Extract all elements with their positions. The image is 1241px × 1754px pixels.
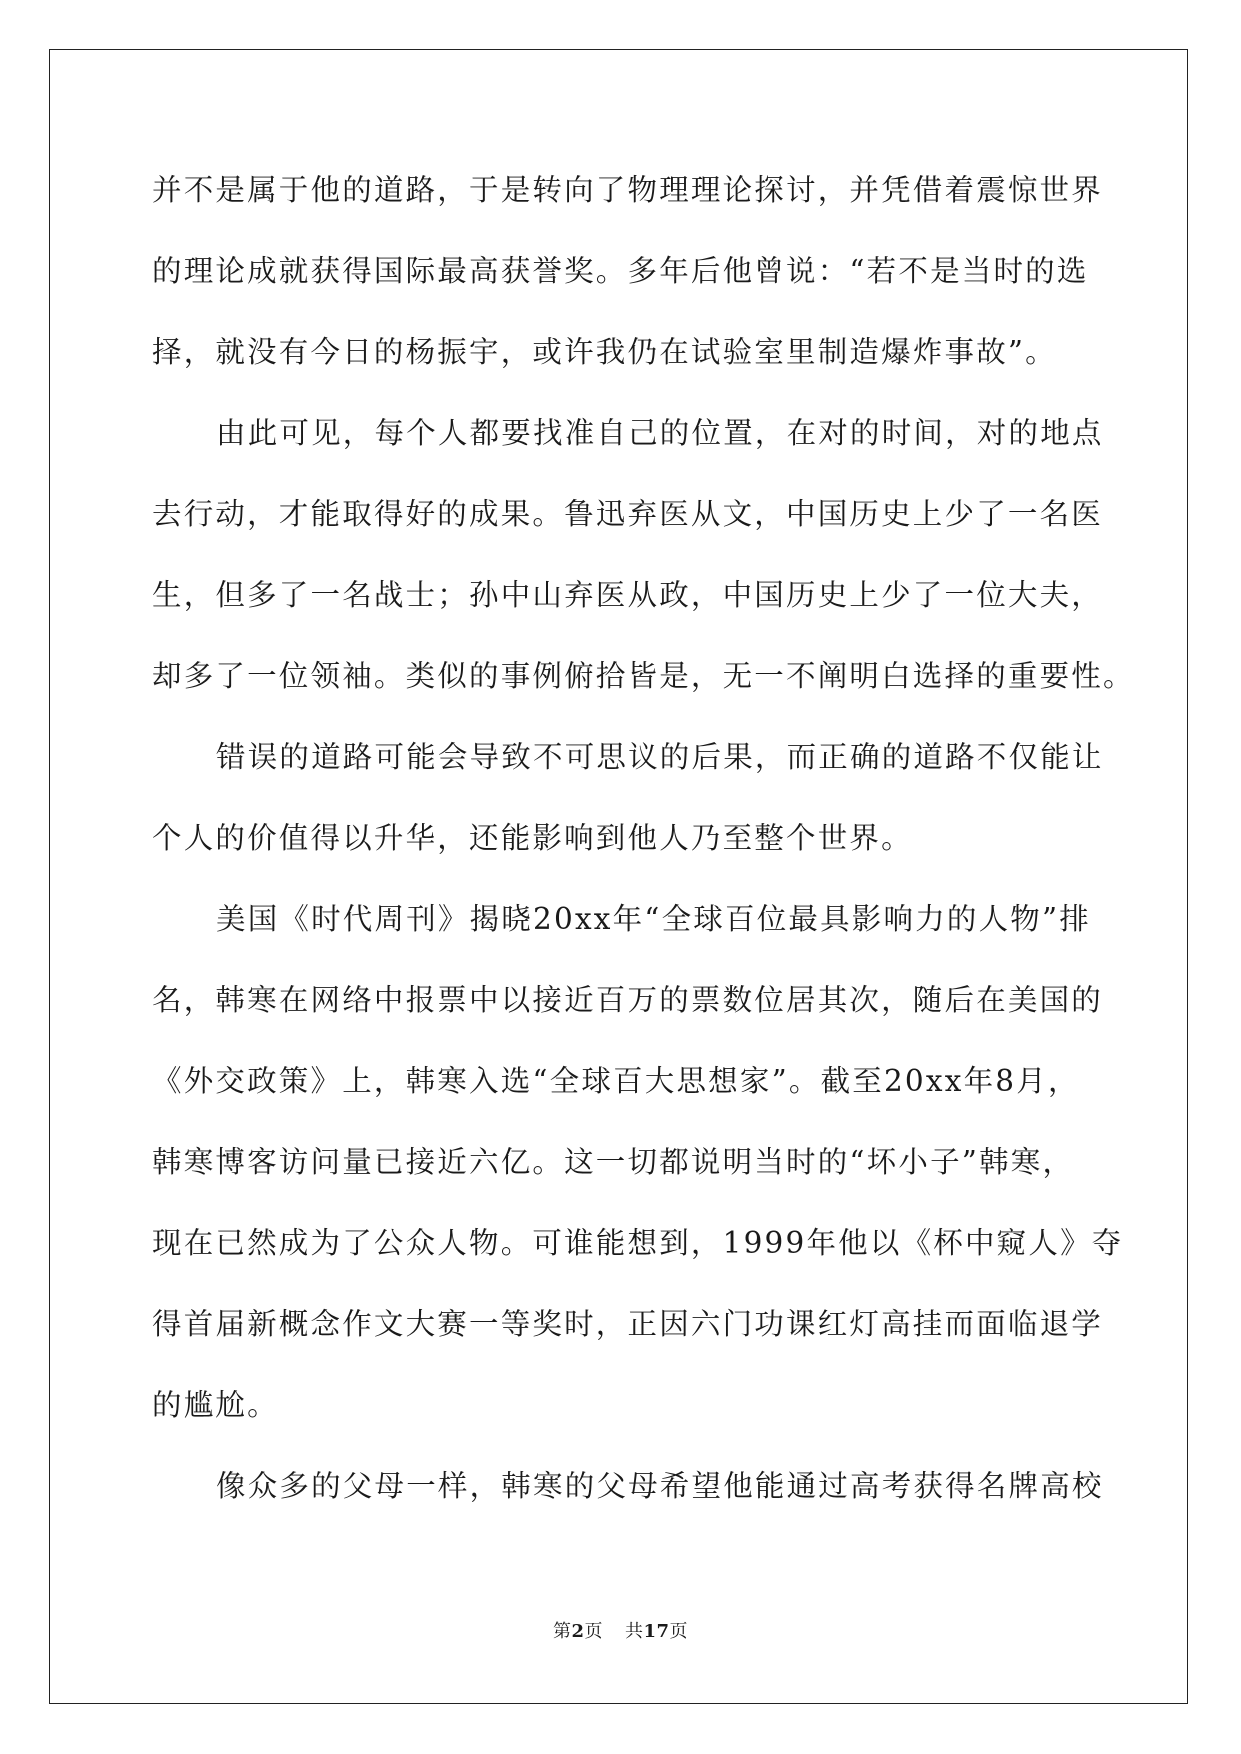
total-label-prefix: 共 — [624, 1621, 644, 1642]
text-line: 韩寒博客访问量已接近六亿。这一切都说明当时的“坏小子”韩寒， — [152, 1145, 1075, 1179]
text-line: 得首届新概念作文大赛一等奖时，正因六门功课红灯高挂而面临退学 — [152, 1307, 1104, 1341]
total-label-suffix: 页 — [669, 1621, 689, 1642]
text-line: 的尴尬。 — [152, 1388, 279, 1422]
text-line: 现在已然成为了公众人物。可谁能想到，1999年他以《杯中窥人》夺 — [152, 1226, 1124, 1260]
text-line: 《外交政策》上，韩寒入选“全球百大思想家”。截至20xx年8月， — [152, 1064, 1080, 1098]
page-label-prefix: 第 — [552, 1621, 572, 1642]
paragraph-start-line: 由此可见，每个人都要找准自己的位置，在对的时间，对的地点 — [216, 416, 1104, 450]
text-line: 名，韩寒在网络中报票中以接近百万的票数位居其次，随后在美国的 — [152, 983, 1104, 1017]
paragraph-start-line: 美国《时代周刊》揭晓20xx年“全球百位最具影响力的人物”排 — [216, 902, 1091, 936]
page-current-number: 2 — [571, 1621, 585, 1642]
text-line: 择，就没有今日的杨振宇，或许我仍在试验室里制造爆炸事故”。 — [152, 335, 1057, 369]
page-label-mid: 页 — [584, 1621, 603, 1642]
text-line: 去行动，才能取得好的成果。鲁迅弃医从文，中国历史上少了一名医 — [152, 497, 1104, 531]
page-footer — [0, 1617, 1241, 1643]
text-line: 却多了一位领袖。类似的事例俯拾皆是，无一不阐明白选择的重要性。 — [152, 659, 1135, 693]
page-total-number: 17 — [643, 1621, 670, 1642]
text-line: 并不是属于他的道路，于是转向了物理理论探讨，并凭借着震惊世界 — [152, 173, 1104, 207]
paragraph-start-line: 像众多的父母一样，韩寒的父母希望他能通过高考获得名牌高校 — [216, 1469, 1104, 1503]
document-body — [152, 158, 1135, 1535]
text-line: 个人的价值得以升华，还能影响到他人乃至整个世界。 — [152, 821, 913, 855]
text-line: 的理论成就获得国际最高获誉奖。多年后他曾说：“若不是当时的选 — [152, 254, 1089, 288]
text-line: 生，但多了一名战士；孙中山弃医从政，中国历史上少了一位大夫， — [152, 578, 1104, 612]
paragraph-start-line: 错误的道路可能会导致不可思议的后果，而正确的道路不仅能让 — [216, 740, 1104, 774]
